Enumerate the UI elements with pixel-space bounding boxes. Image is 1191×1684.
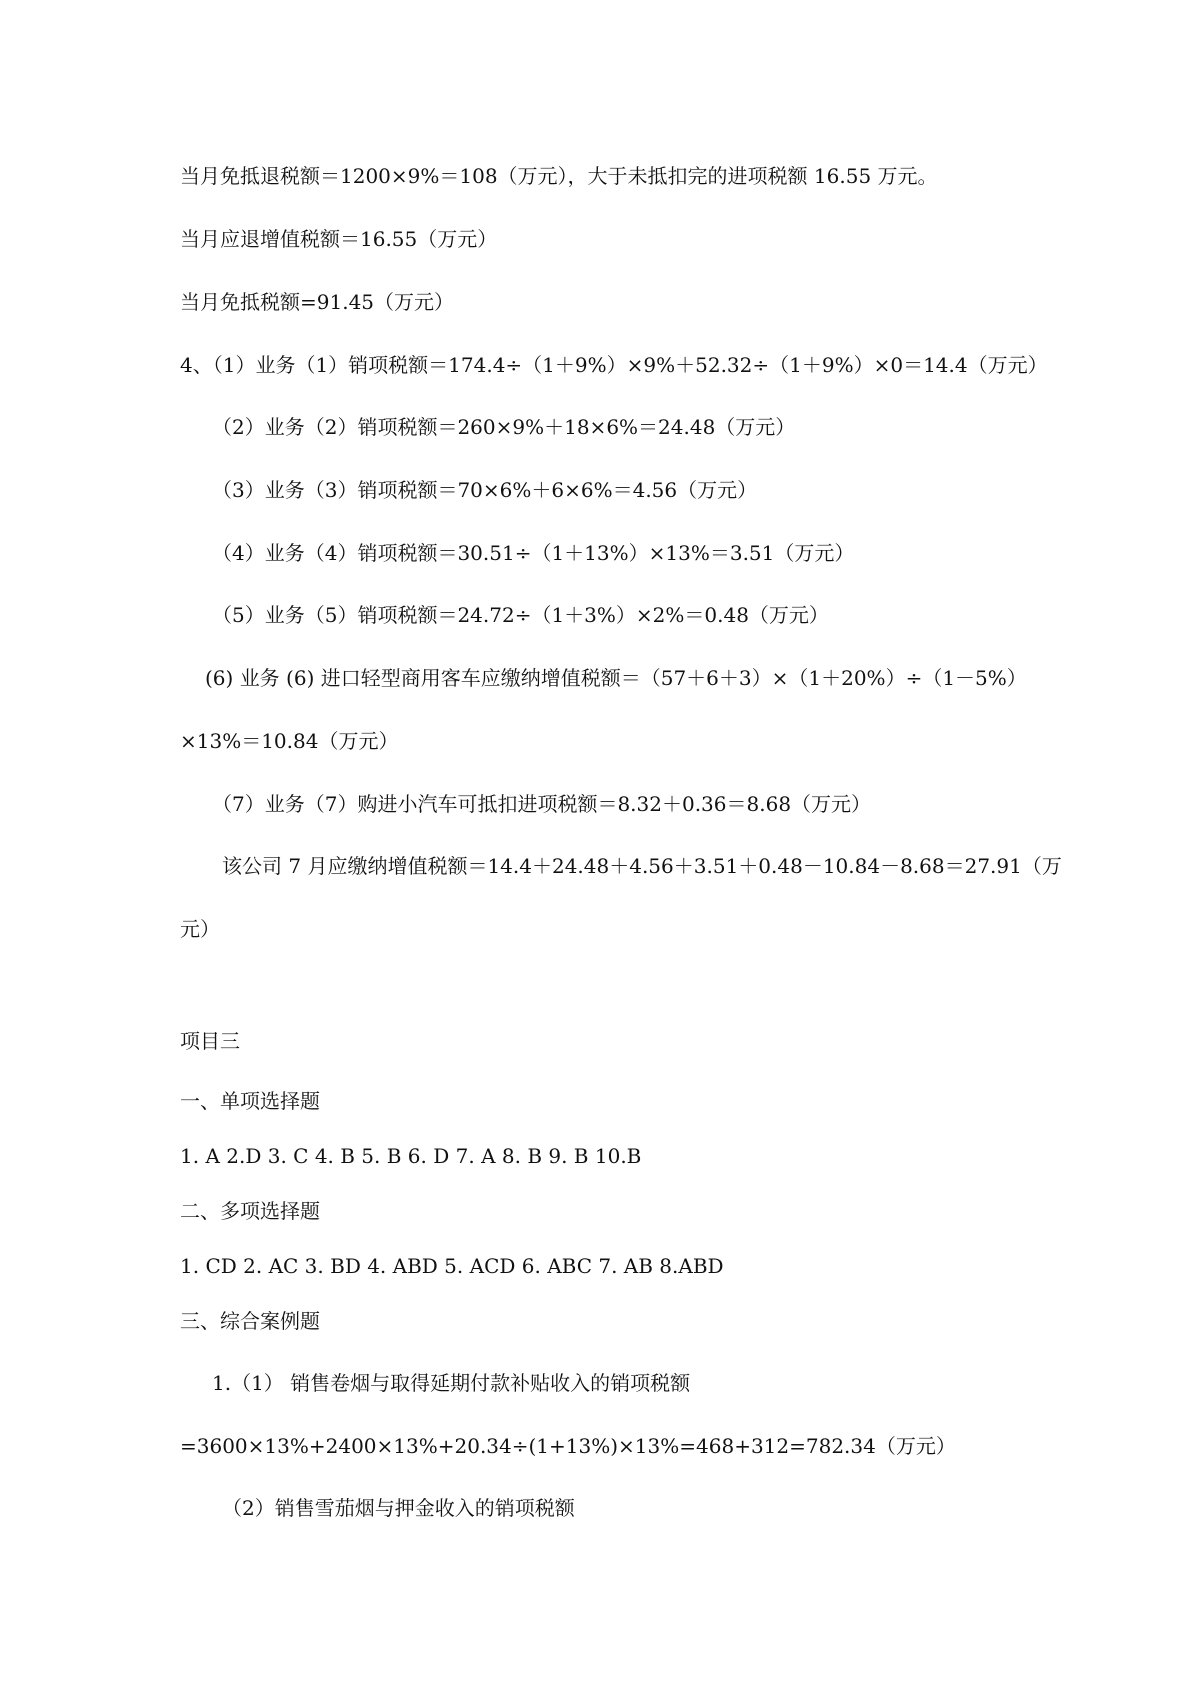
text-line: （5）业务（5）销项税额＝24.72÷（1＋3%）×2%＝0.48（万元）: [212, 603, 829, 627]
answer-line: 1. A 2.D 3. C 4. B 5. B 6. D 7. A 8. B 9. B 10.B: [180, 1144, 642, 1168]
text-line: 元）: [180, 917, 220, 941]
text-line: （2）销售雪茄烟与押金收入的销项税额: [222, 1496, 575, 1520]
text-line: 当月免抵税额=91.45（万元）: [180, 290, 455, 314]
text-line: （7）业务（7）购进小汽车可抵扣进项税额＝8.32＋0.36＝8.68（万元）: [212, 792, 872, 816]
text-line: （2）业务（2）销项税额＝260×9%＋18×6%＝24.48（万元）: [212, 415, 796, 439]
text-line: 当月免抵退税额＝1200×9%＝108（万元），大于未抵扣完的进项税额 16.55 万元。: [180, 164, 938, 188]
section-heading: 三、综合案例题: [180, 1309, 320, 1333]
answer-line: 1. CD 2. AC 3. BD 4. ABD 5. ACD 6. ABC 7. AB 8.ABD: [180, 1254, 724, 1278]
text-line: =3600×13%+2400×13%+20.34÷(1+13%)×13%=468+312=782.34（万元）: [180, 1434, 956, 1458]
text-line: 当月应退增值税额＝16.55（万元）: [180, 227, 498, 251]
text-line: 4、（1）业务（1）销项税额＝174.4÷（1＋9%）×9%＋52.32÷（1＋9%）×0＝14.4（万元）: [180, 353, 1048, 377]
section-heading: 一、单项选择题: [180, 1089, 320, 1113]
section-title: 项目三: [180, 1029, 240, 1053]
section-heading: 二、多项选择题: [180, 1199, 320, 1223]
text-line: ×13%＝10.84（万元）: [180, 729, 399, 753]
text-line: （3）业务（3）销项税额＝70×6%＋6×6%＝4.56（万元）: [212, 478, 758, 502]
text-line: 该公司 7 月应缴纳增值税额＝14.4＋24.48＋4.56＋3.51＋0.48－10.84－8.68＝27.91（万: [222, 854, 1062, 878]
text-line: （4）业务（4）销项税额＝30.51÷（1＋13%）×13%＝3.51（万元）: [212, 541, 855, 565]
text-line: 1.（1） 销售卷烟与取得延期付款补贴收入的销项税额: [212, 1371, 691, 1395]
text-line: (6) 业务 (6) 进口轻型商用客车应缴纳增值税额＝（57＋6＋3）×（1＋20%）÷（1－5%）: [205, 666, 1027, 690]
